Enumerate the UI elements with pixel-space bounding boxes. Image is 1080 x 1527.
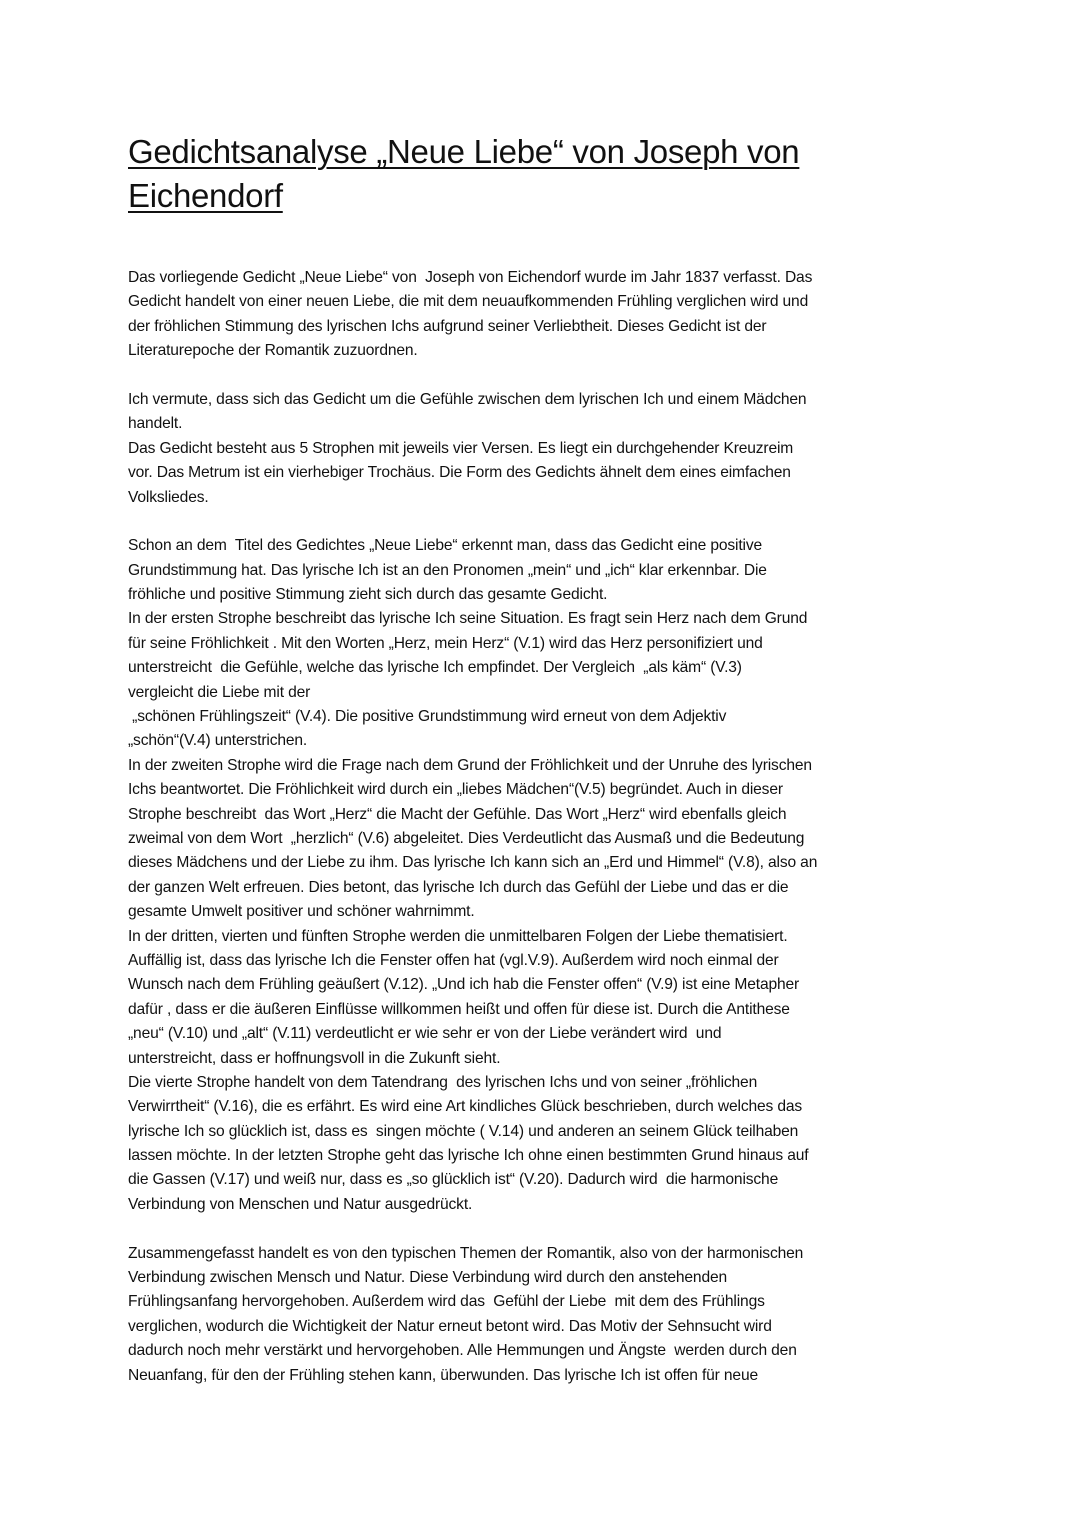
- paragraph: [128, 388, 968, 510]
- text-line: gesamte Umwelt positiver und schöner wahrnimmt.: [128, 903, 475, 921]
- text-line: dieses Mädchens und der Liebe zu ihm. Das lyrische Ich kann sich an „Erd und Himmel“ (V.8), also an: [128, 854, 818, 872]
- text-line: Grundstimmung hat. Das lyrische Ich ist an den Pronomen „mein“ und „ich“ klar erkennbar. Die: [128, 561, 767, 579]
- text-line: handelt.: [128, 415, 183, 433]
- text-line: unterstreicht, dass er hoffnungsvoll in die Zukunft sieht.: [128, 1049, 501, 1067]
- text-line: dafür , dass er die äußeren Einflüsse willkommen heißt und offen für diese ist. Durch die Antithese: [128, 1000, 790, 1018]
- text-line: dadurch noch mehr verstärkt und hervorgehoben. Alle Hemmungen und Ängste werden durch den: [128, 1342, 797, 1360]
- text-line: Gedicht handelt von einer neuen Liebe, die mit dem neuaufkommenden Frühling verglichen wird und: [128, 293, 809, 311]
- text-line: verglichen, wodurch die Wichtigkeit der Natur erneut betont wird. Das Motiv der Sehnsucht wird: [128, 1317, 772, 1335]
- text-line: Neuanfang, für den der Frühling stehen kann, überwunden. Das lyrische Ich ist offen für neue: [128, 1366, 758, 1384]
- text-line: Literaturepoche der Romantik zuzuordnen.: [128, 342, 418, 360]
- text-line: Die vierte Strophe handelt von dem Tatendrang des lyrischen Ichs und von seiner „fröhlichen: [128, 1073, 758, 1091]
- text-line: Frühlingsanfang hervorgehoben. Außerdem wird das Gefühl der Liebe mit dem des Frühlings: [128, 1293, 765, 1311]
- text-line: zweimal von dem Wort „herzlich“ (V.6) abgeleitet. Dies Verdeutlicht das Ausmaß und die Bedeutung: [128, 829, 805, 847]
- text-line: Verbindung zwischen Mensch und Natur. Diese Verbindung wird durch den anstehenden: [128, 1269, 728, 1287]
- text-line: „schönen Frühlingszeit“ (V.4). Die positive Grundstimmung wird erneut von dem Adjektiv: [128, 708, 727, 726]
- text-line: „neu“ (V.10) und „alt“ (V.11) verdeutlicht er wie sehr er von der Liebe verändert wird und: [128, 1025, 722, 1043]
- text-line: lassen möchte. In der letzten Strophe geht das lyrische Ich ohne einen bestimmten Grund hinaus auf: [128, 1147, 809, 1165]
- paragraph-gap: [128, 510, 968, 534]
- text-line: Wunsch nach dem Frühling geäußert (V.12). „Und ich hab die Fenster offen“ (V.9) ist eine Metapher: [128, 976, 800, 994]
- text-line: Strophe beschreibt das Wort „Herz“ die Macht der Gefühle. Das Wort „Herz“ wird ebenfalls gleich: [128, 805, 787, 823]
- text-line: Auffällig ist, dass das lyrische Ich die Fenster offen hat (vgl.V.9). Außerdem wird noch einmal der: [128, 951, 779, 969]
- text-line: In der ersten Strophe beschreibt das lyrische Ich seine Situation. Es fragt sein Herz nach dem Grund: [128, 610, 808, 628]
- text-line: Das vorliegende Gedicht „Neue Liebe“ von Joseph von Eichendorf wurde im Jahr 1837 verfasst. Das: [128, 269, 813, 286]
- document-title: [128, 130, 799, 218]
- text-line: fröhliche und positive Stimmung zieht sich durch das gesamte Gedicht.: [128, 586, 608, 604]
- text-line: Volksliedes.: [128, 488, 209, 506]
- title-line: Eichendorf: [128, 177, 283, 214]
- paragraph-gap: [128, 364, 968, 388]
- text-line: der fröhlichen Stimmung des lyrischen Ichs aufgrund seiner Verliebtheit. Dieses Gedicht ist der: [128, 317, 767, 335]
- text-line: Ichs beantwortet. Die Fröhlichkeit wird durch ein „liebes Mädchen“(V.5) begründet. Auch in dieser: [128, 781, 783, 799]
- text-line: In der zweiten Strophe wird die Frage nach dem Grund der Fröhlichkeit und der Unruhe des lyrischen: [128, 756, 812, 774]
- text-line: „schön“(V.4) unterstrichen.: [128, 732, 308, 750]
- text-line: Zusammengefasst handelt es von den typischen Themen der Romantik, also von der harmonischen: [128, 1244, 804, 1262]
- title-line: Gedichtsanalyse „Neue Liebe“ von Joseph von: [128, 133, 800, 170]
- text-line: der ganzen Welt erfreuen. Dies betont, das lyrische Ich durch das Gefühl der Liebe und das er die: [128, 878, 789, 896]
- paragraph: [128, 534, 968, 1217]
- text-line: für seine Fröhlichkeit . Mit den Worten „Herz, mein Herz“ (V.1) wird das Herz personifiziert und: [128, 634, 763, 652]
- text-line: die Gassen (V.17) und weiß nur, dass es „so glücklich ist“ (V.20). Dadurch wird die harmonische: [128, 1171, 779, 1189]
- text-line: unterstreicht die Gefühle, welche das lyrische Ich empfindet. Der Vergleich „als käm“ (V.3): [128, 659, 742, 677]
- text-line: lyrische Ich so glücklich ist, dass es singen möchte ( V.14) und anderen an seinem Glück teilhaben: [128, 1122, 799, 1140]
- text-line: Ich vermute, dass sich das Gedicht um die Gefühle zwischen dem lyrischen Ich und einem Mädchen: [128, 390, 807, 408]
- paragraph-gap: [128, 1217, 968, 1241]
- text-line: vor. Das Metrum ist ein vierhebiger Trochäus. Die Form des Gedichts ähnelt dem eines eimfachen: [128, 464, 791, 482]
- text-line: Verwirrtheit“ (V.16), die es erfährt. Es wird eine Art kindliches Glück beschrieben, durch welches das: [128, 1098, 803, 1116]
- document-body: [128, 266, 968, 1388]
- text-line: Das Gedicht besteht aus 5 Strophen mit jeweils vier Versen. Es liegt ein durchgehender Kreuzreim: [128, 439, 794, 457]
- text-line: Schon an dem Titel des Gedichtes „Neue Liebe“ erkennt man, dass das Gedicht eine positive: [128, 537, 763, 555]
- text-line: Verbindung von Menschen und Natur ausgedrückt.: [128, 1195, 473, 1213]
- paragraph: [128, 1242, 968, 1388]
- paragraph: [128, 266, 968, 364]
- text-line: In der dritten, vierten und fünften Strophe werden die unmittelbaren Folgen der Liebe thematisiert.: [128, 927, 788, 945]
- text-line: vergleicht die Liebe mit der: [128, 683, 311, 701]
